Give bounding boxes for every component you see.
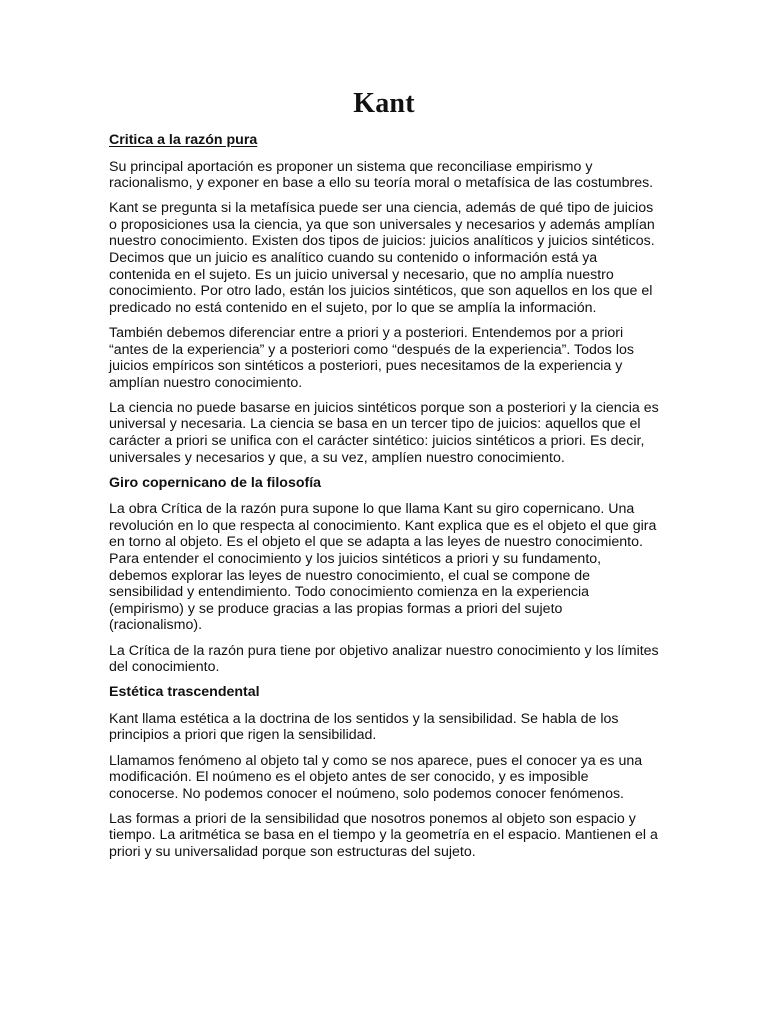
section-heading: Estética trascendental [109, 684, 260, 701]
paragraph: Llamamos fenómeno al objeto tal y como se nos aparece, pues el conocer ya es una modificación. El noúmeno es el objeto antes de ser conocido, y es imposible conocerse. No podemos conocer el noúmeno, solo podemos conocer fenómenos. [109, 752, 643, 802]
section-heading: Giro copernicano de la filosofía [109, 474, 322, 491]
paragraph: Kant se pregunta si la metafísica puede ser una ciencia, además de qué tipo de juicios o proposiciones usa la ciencia, ya que son universales y necesarios y además amplían nuestro conocimiento. Existen dos tipos de juicios: juicios analíticos y juicios sintéticos. Decimos que un juicio es analítico cuando su contenido o información está ya contenida en el sujeto. Es un juicio universal y necesario, que no amplía nuestro conocimiento. Por otro lado, están los juicios sintéticos, que son aquellos en los que el predicado no está contenido en el sujeto, por lo que se amplía la información. [109, 200, 655, 316]
section-estetica-trascendental [109, 684, 659, 860]
paragraph: La ciencia no puede basarse en juicios sintéticos porque son a posteriori y la ciencia es universal y necesaria. La ciencia se basa en un tercer tipo de juicios: aquellos que el carácter a priori se unifica con el carácter sintético: juicios sintéticos a priori. Es decir, universales y necesarios y que, a su vez, amplíen nuestro conocimiento. [109, 399, 659, 466]
paragraph: La obra Crítica de la razón pura supone lo que llama Kant su giro copernicano. Una revolución en lo que respecta al conocimiento. Kant explica que es el objeto el que gira en torno al objeto. Es el objeto el que se adapta a las leyes de nuestro conocimiento. Para entender el conocimiento y los juicios sintéticos a priori y su fundamento, debemos explorar las leyes de nuestro conocimiento, el cual se compone de sensibilidad y entendimiento. Todo conocimiento comienza en la experiencia (empirismo) y se produce gracias a las propias formas a priori del sujeto (racionalismo). [109, 501, 657, 634]
paragraph: Kant llama estética a la doctrina de los sentidos y la sensibilidad. Se habla de los principios a priori que rigen la sensibilidad. [109, 710, 619, 744]
page-title: Kant [353, 88, 415, 119]
paragraph: Las formas a priori de la sensibilidad que nosotros ponemos al objeto son espacio y tiempo. La aritmética se basa en el tiempo y la geometría en el espacio. Mantienen el a priori y su universalidad porque son estructuras del sujeto. [109, 810, 658, 860]
section-giro-copernicano [109, 475, 659, 676]
paragraph: La Crítica de la razón pura tiene por objetivo analizar nuestro conocimiento y los límites del conocimiento. [109, 642, 659, 676]
section-heading: Critica a la razón pura [109, 132, 258, 148]
paragraph: También debemos diferenciar entre a priori y a posteriori. Entendemos por a priori “antes de la experiencia” y a posteriori como “después de la experiencia”. Todos los juicios empíricos son sintéticos a posteriori, pues necesitamos de la experiencia y amplían nuestro conocimiento. [109, 324, 634, 391]
paragraph: Su principal aportación es proponer un sistema que reconciliase empirismo y racionalismo, y exponer en base a ello su teoría moral o metafísica de las costumbres. [109, 158, 654, 192]
section-critica [109, 132, 659, 466]
document-page [109, 0, 659, 869]
